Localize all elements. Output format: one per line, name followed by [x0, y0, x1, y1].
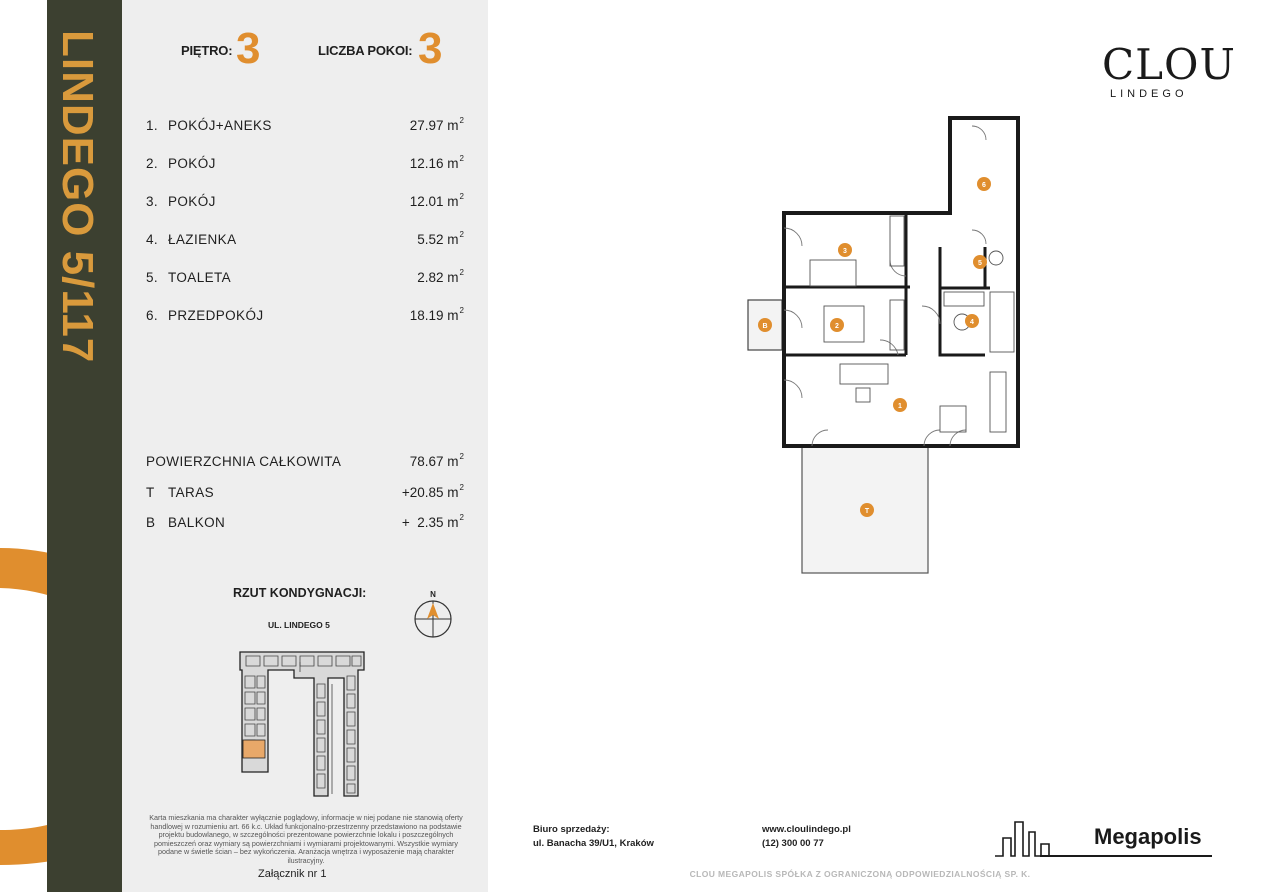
brand-sub: LINDEGO	[1110, 88, 1188, 100]
developer-logo: Megapolis	[1094, 824, 1202, 849]
room-area: 18.19 $m^2$	[409, 306, 464, 323]
room-area: 12.16 $m^2$	[409, 154, 464, 171]
room-name: POKÓJ	[168, 156, 216, 171]
room-row	[146, 308, 264, 323]
room-name: POKÓJ+ANEKS	[168, 118, 272, 133]
north-label: N	[430, 590, 436, 599]
marker-room-6: 6	[982, 182, 986, 189]
floor-value: 3	[236, 24, 261, 73]
contact-block	[762, 823, 851, 851]
phone-number: (12) 300 00 77	[762, 838, 824, 849]
room-area: 5.52 $m^2$	[417, 230, 464, 247]
room-name: TOALETA	[168, 270, 232, 285]
room-number: 1.	[146, 118, 159, 133]
room-number: 2.	[146, 156, 159, 171]
total-area-label: POWIERZCHNIA CAŁKOWITA	[146, 454, 342, 469]
room-name: PRZEDPOKÓJ	[168, 308, 264, 323]
balcony-area: + 2.35 $m^2$	[401, 513, 464, 530]
room-number: 4.	[146, 232, 159, 247]
room-row	[146, 118, 272, 133]
compass-icon	[412, 586, 456, 640]
room-row	[146, 156, 216, 171]
floor-plan-title: RZUT KONDYGNACJI:	[233, 586, 367, 600]
marker-room-1: 1	[898, 403, 902, 410]
building-key-plan	[234, 648, 370, 800]
room-row	[146, 270, 231, 285]
disclaimer-text: Karta mieszkania ma charakter wyłącznie poglądowy, informacje w niej podane nie stanowią oferty handlowej w rozumieniu art. 66 k.c. Układ funkcjonalno-przestrzenny przedstawiono na podstawie projektu budowlanego, w szczególności prezentowane powierzchnie lokalu i poszczególnych pomieszczeń oraz wymiary są powierzchniami i wymiarami projektowanymi. Wszystkie wymiary podane w świetle ścian – bez wykończenia. Aranżacja wnętrza i wyposażenie mają charakter ilustracyjny.	[149, 813, 463, 865]
room-area: 12.01 $m^2$	[409, 192, 464, 209]
marker-room-3: 3	[843, 248, 847, 255]
skyline-icon	[993, 816, 1093, 860]
company-name: CLOU MEGAPOLIS SPÓŁKA Z OGRANICZONĄ ODPOWIEDZIALNOŚCIĄ SP. K.	[689, 869, 1031, 879]
sales-office-label: Biuro sprzedaży:	[533, 824, 610, 835]
balcony-row: B BALKON	[146, 515, 226, 530]
room-number: 3.	[146, 194, 159, 209]
marker-terrace: T	[864, 508, 870, 515]
marker-room-4: 4	[970, 319, 974, 326]
room-number: 5.	[146, 270, 159, 285]
room-area: 27.97 $m^2$	[409, 116, 464, 133]
sales-office-address: ul. Banacha 39/U1, Kraków	[533, 838, 654, 849]
selected-apartment-highlight	[243, 740, 265, 758]
apartment-code-vertical	[53, 30, 110, 364]
room-row	[146, 232, 236, 247]
attachment-label: Załącznik nr 1	[258, 868, 327, 880]
marker-room-5: 5	[978, 260, 982, 267]
room-name: POKÓJ	[168, 194, 216, 209]
floor-label: PIĘTRO:	[181, 43, 233, 58]
street-label: UL. LINDEGO 5	[268, 620, 330, 630]
room-number: 6.	[146, 308, 159, 323]
website-link[interactable]: www.cloulindego.pl	[762, 824, 851, 835]
apartment-floor-plan	[740, 110, 1040, 580]
brand-logo: CLOU	[1102, 40, 1236, 89]
marker-balcony: B	[762, 323, 768, 330]
megapolis-underline	[1040, 855, 1212, 857]
apartment-code: LINDEGO 5/117	[53, 30, 102, 364]
room-area: 2.82 $m^2$	[417, 268, 464, 285]
marker-room-2: 2	[835, 323, 839, 330]
rooms-count-label: LICZBA POKOI:	[318, 43, 413, 58]
room-name: ŁAZIENKA	[168, 232, 237, 247]
rooms-count-value: 3	[418, 24, 443, 73]
room-row	[146, 194, 216, 209]
sales-office-block	[533, 823, 654, 851]
terrace-area: +20.85 $m^2$	[401, 483, 464, 500]
total-area-value: 78.67 $m^2$	[409, 452, 464, 469]
terrace-row: T TARAS	[146, 485, 215, 500]
